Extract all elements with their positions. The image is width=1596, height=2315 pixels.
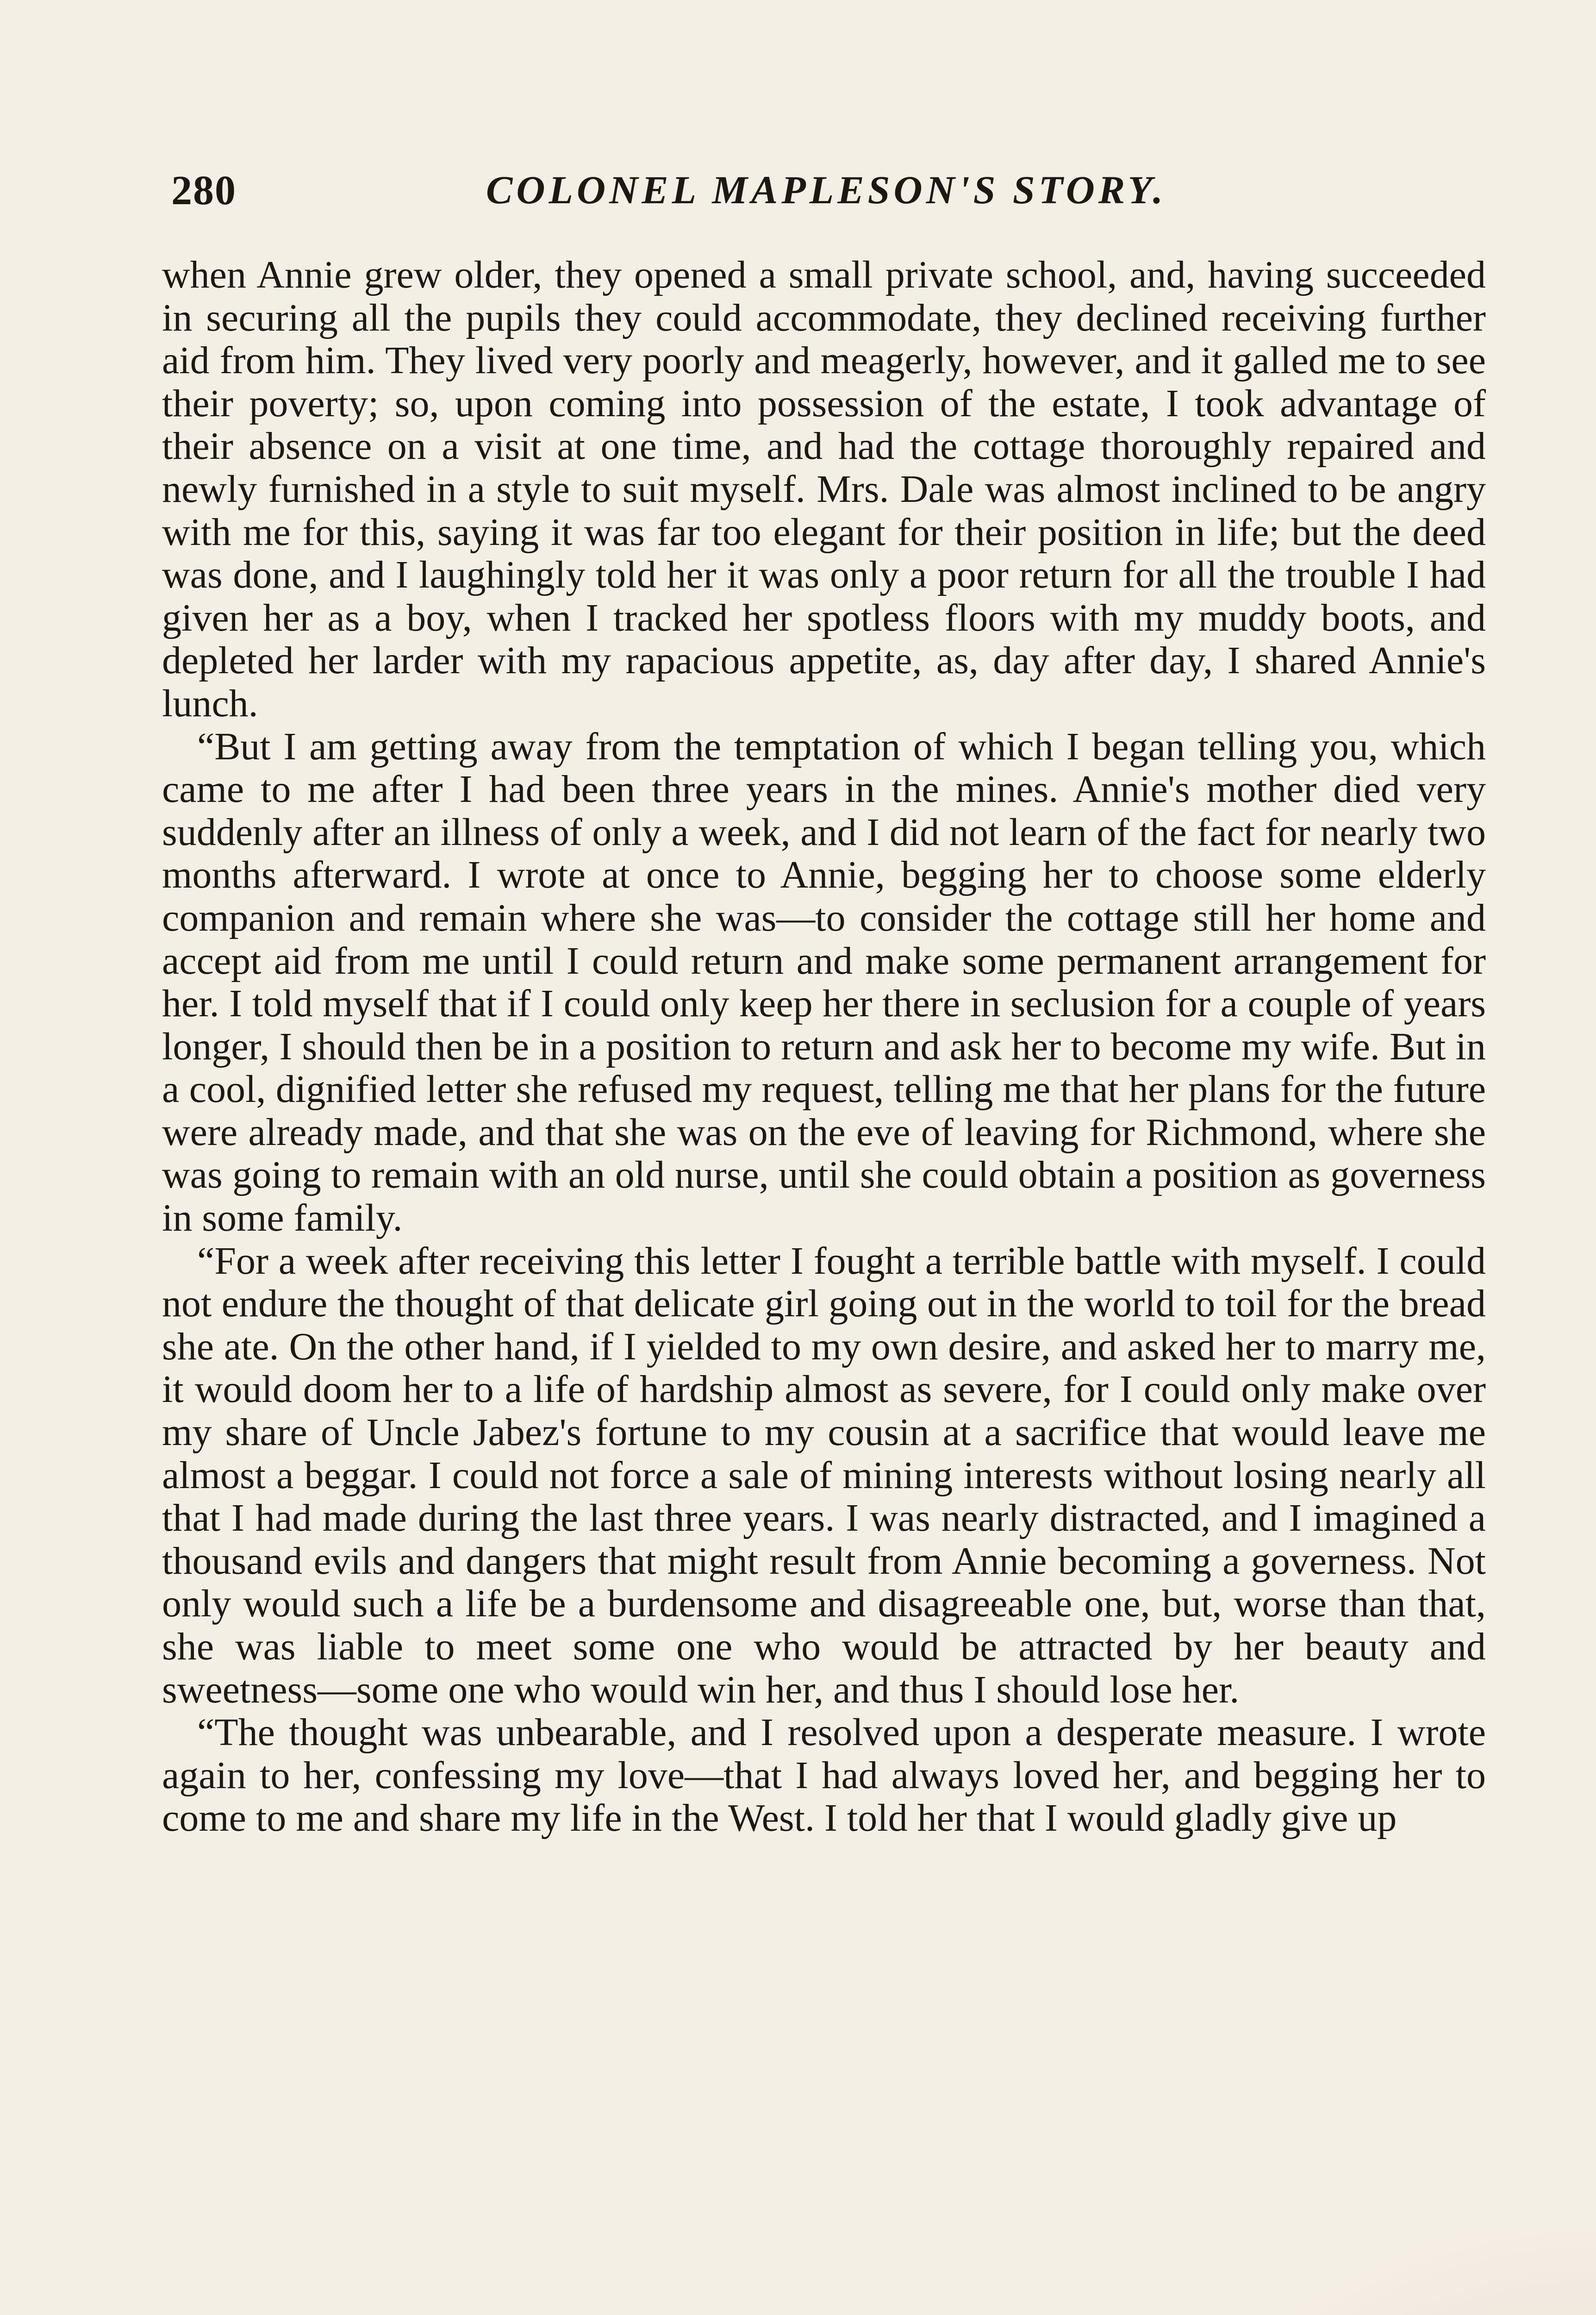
paragraph: when Annie grew older, they opened a small private school, and, having succeeded in securing all the pupils they could accommodate, they declined receiving further aid from him. They lived very poorly and meagerly, however, and it galled me to see their poverty; so, upon coming into possession of the estate, I took advantage of their absence on a visit at one time, and had the cottage thoroughly repaired and newly furnished in a style to suit myself. Mrs. Dale was almost inclined to be angry with me for this, saying it was far too elegant for their position in life; but the deed was done, and I laughingly told her it was only a poor return for all the trouble I had given her as a boy, when I tracked her spotless floors with my muddy boots, and depleted her larder with my rapacious appetite, as, day after day, I shared Annie's lunch. (162, 253, 1486, 725)
paper-stain (1179, 2230, 1596, 2315)
running-title: COLONEL MAPLESON'S STORY. (486, 168, 1167, 212)
page-header (171, 167, 1467, 222)
paragraph: “The thought was unbearable, and I resolved upon a desperate measure. I wrote again to her, confessing my love—that I had always loved her, and begging her to come to me and share my life in the West. I told her that I would gladly give up (162, 1711, 1486, 1840)
paragraph: “But I am getting away from the temptation of which I began telling you, which came to me after I had been three years in the mines. Annie's mother died very suddenly after an illness of only a week, and I did not learn of the fact for nearly two months afterward. I wrote at once to Annie, begging her to choose some elderly companion and remain where she was—to consider the cottage still her home and accept aid from me until I could return and make some permanent arrangement for her. I told myself that if I could only keep her there in seclusion for a couple of years longer, I should then be in a position to return and ask her to become my wife. But in a cool, dignified letter she refused my request, telling me that her plans for the future were already made, and that she was on the eve of leaving for Richmond, where she was going to remain with an old nurse, until she could obtain a position as governess in some family. (162, 725, 1486, 1240)
paragraph: “For a week after receiving this letter I fought a terrible battle with myself. I could not endure the thought of that delicate girl going out in the world to toil for the bread she ate. On the other hand, if I yielded to my own desire, and asked her to marry me, it would doom her to a life of hardship almost as severe, for I could only make over my share of Uncle Jabez's fortune to my cousin at a sacrifice that would leave me almost a beggar. I could not force a sale of mining interests without losing nearly all that I had made during the last three years. I was nearly distracted, and I imagined a thousand evils and dangers that might result from Annie becoming a governess. Not only would such a life be a burdensome and disagreeable one, but, worse than that, she was liable to meet some one who would be attracted by her beauty and sweetness—some one who would win her, and thus I should lose her. (162, 1239, 1486, 1711)
body-text (162, 254, 1486, 1840)
page-number: 280 (171, 168, 237, 213)
